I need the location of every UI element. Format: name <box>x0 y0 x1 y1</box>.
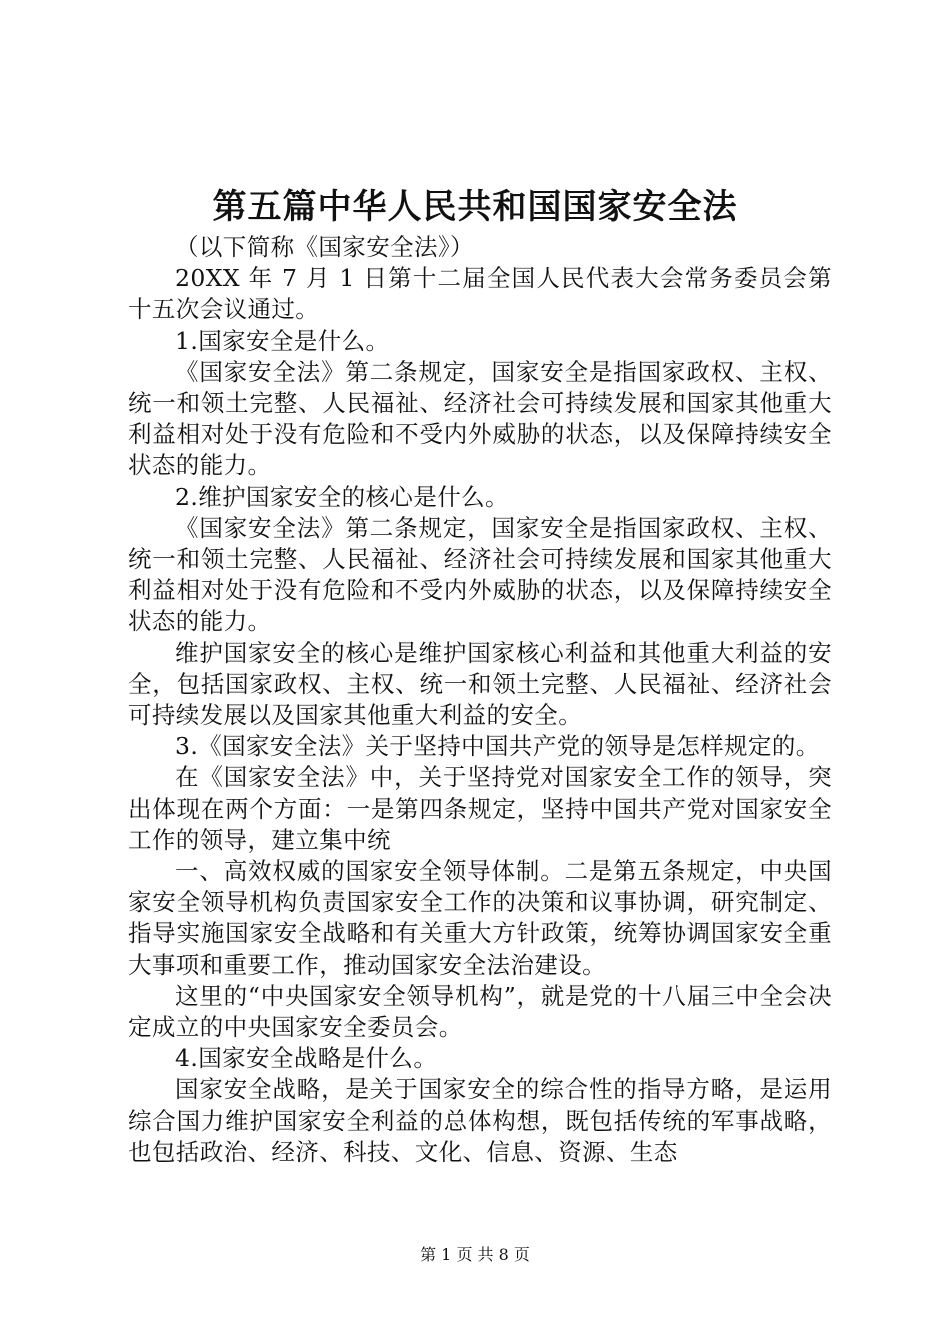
paragraph: 在《国家安全法》中，关于坚持党对国家安全工作的领导，突出体现在两个方面：一是第四条规定，坚持中国共产党对国家安全工作的领导，建立集中统 <box>128 763 832 854</box>
page-footer: 第 1 页 共 8 页 <box>420 1245 530 1264</box>
paragraph: 维护国家安全的核心是维护国家核心利益和其他重大利益的安全，包括国家政权、主权、统一和领土完整、人民福祉、经济社会可持续发展以及国家其他重大利益的安全。 <box>128 638 832 730</box>
document-body <box>128 232 832 1168</box>
paragraph: 这里的“中央国家安全领导机构”，就是党的十八届三中全会决定成立的中央国家安全委员会。 <box>128 981 832 1042</box>
paragraph: 20XX 年 7 月 1 日第十二届全国人民代表大会常务委员会第十五次会议通过。 <box>128 264 832 324</box>
paragraph: 1.国家安全是什么。 <box>175 326 390 355</box>
paragraph: 《国家安全法》第二条规定，国家安全是指国家政权、主权、统一和领土完整、人民福祉、经济社会可持续发展和国家其他重大利益相对处于没有危险和不受内外威胁的状态，以及保障持续安全状态的能力。 <box>128 513 832 636</box>
paragraph: 《国家安全法》第二条规定，国家安全是指国家政权、主权、统一和领土完整、人民福祉、经济社会可持续发展和国家其他重大利益相对处于没有危险和不受内外威胁的状态，以及保障持续安全状态的能力。 <box>128 357 832 480</box>
paragraph: 国家安全战略，是关于国家安全的综合性的指导方略，是运用综合国力维护国家安全利益的总体构想，既包括传统的军事战略，也包括政治、经济、科技、文化、信息、资源、生态 <box>128 1075 832 1166</box>
paragraph: 3.《国家安全法》关于坚持中国共产党的领导是怎样规定的。 <box>175 732 820 761</box>
document-title: 第五篇中华人民共和国国家安全法 <box>212 187 738 227</box>
paragraph: 2.维护国家安全的核心是什么。 <box>175 482 509 511</box>
paragraph: 4.国家安全战略是什么。 <box>175 1044 438 1073</box>
paragraph: 一、高效权威的国家安全领导体制。二是第五条规定，中央国家安全领导机构负责国家安全工作的决策和议事协调，研究制定、指导实施国家安全战略和有关重大方针政策，统筹协调国家安全重大事项和重要工作，推动国家安全法治建设。 <box>128 857 832 979</box>
paragraph: （以下简称《国家安全法》） <box>175 233 474 261</box>
